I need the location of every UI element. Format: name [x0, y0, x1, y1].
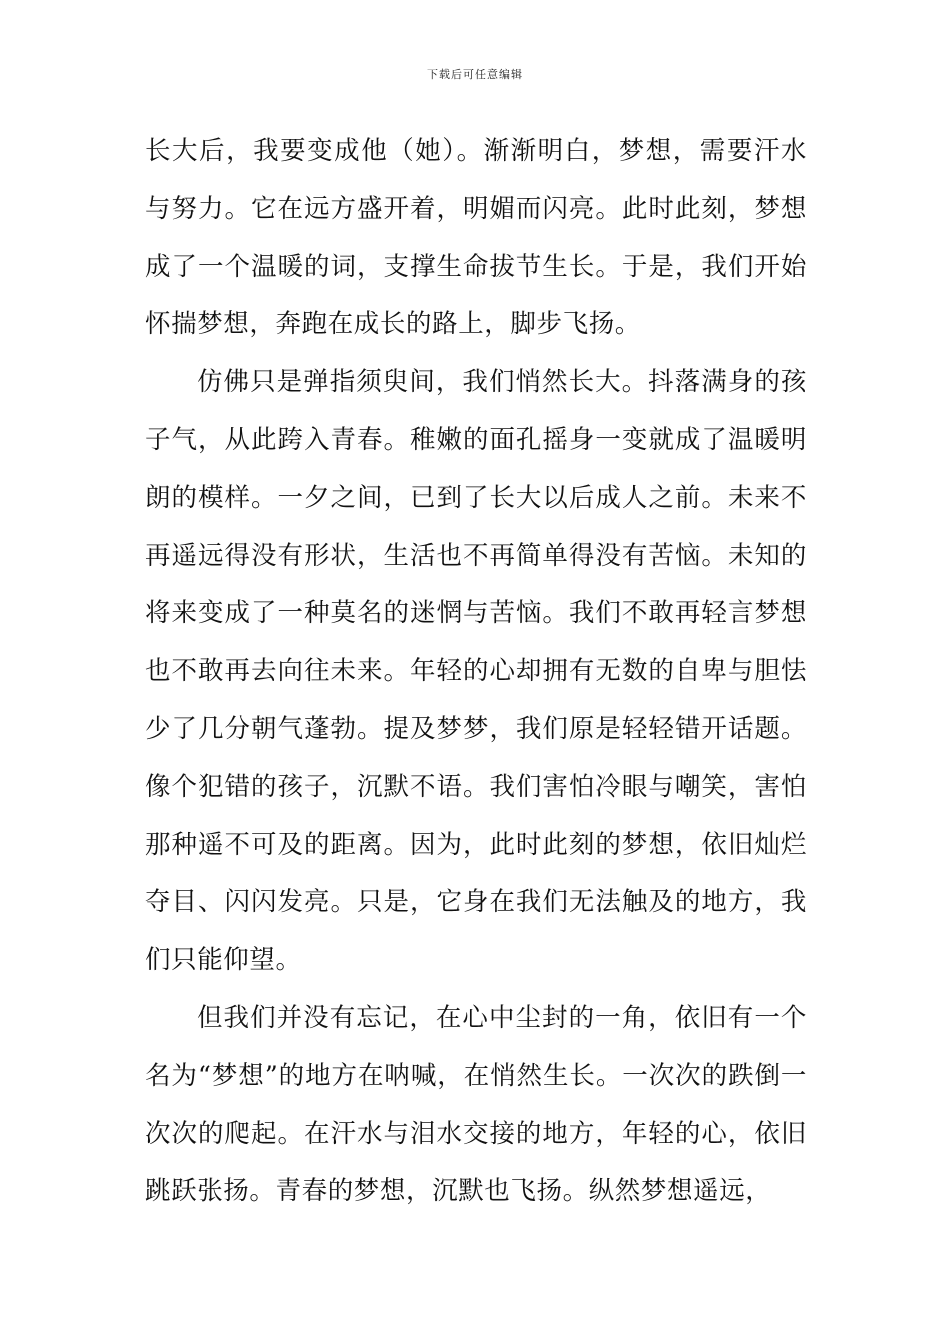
page-header-note: 下载后可任意编辑	[427, 68, 523, 81]
paragraph-2: 仿佛只是弹指须臾间，我们悄然长大。抖落满身的孩子气，从此跨入青春。稚嫩的面孔摇身一变就成了温暖明朗的模样。一夕之间，已到了长大以后成人之前。未来不再遥远得没有形状，生活也不再简单得没有苦恼。未知的将来变成了一种莫名的迷惘与苦恼。我们不敢再轻言梦想也不敢再去向往未来。年轻的心却拥有无数的自卑与胆怯少了几分朝气蓬勃。提及梦梦，我们原是轻轻错开话题。像个犯错的孩子，沉默不语。我们害怕冷眼与嘲笑，害怕那种遥不可及的距离。因为，此时此刻的梦想，依旧灿烂夺目、闪闪发亮。只是，它身在我们无法触及的地方，我们只能仰望。	[145, 367, 807, 976]
paragraph-1: 长大后，我要变成他（她）。渐渐明白，梦想，需要汗水与努力。它在远方盛开着，明媚而闪亮。此时此刻，梦想成了一个温暖的词，支撑生命拔节生长。于是，我们开始怀揣梦想，奔跑在成长的路上，脚步飞扬。	[145, 136, 807, 340]
paragraph-3: 但我们并没有忘记，在心中尘封的一角，依旧有一个名为“梦想”的地方在呐喊，在悄然生长。一次次的跌倒一次次的爬起。在汗水与泪水交接的地方，年轻的心，依旧跳跃张扬。青春的梦想，沉默也飞扬。纵然梦想遥远，	[145, 1002, 807, 1207]
document-body	[145, 123, 807, 1221]
